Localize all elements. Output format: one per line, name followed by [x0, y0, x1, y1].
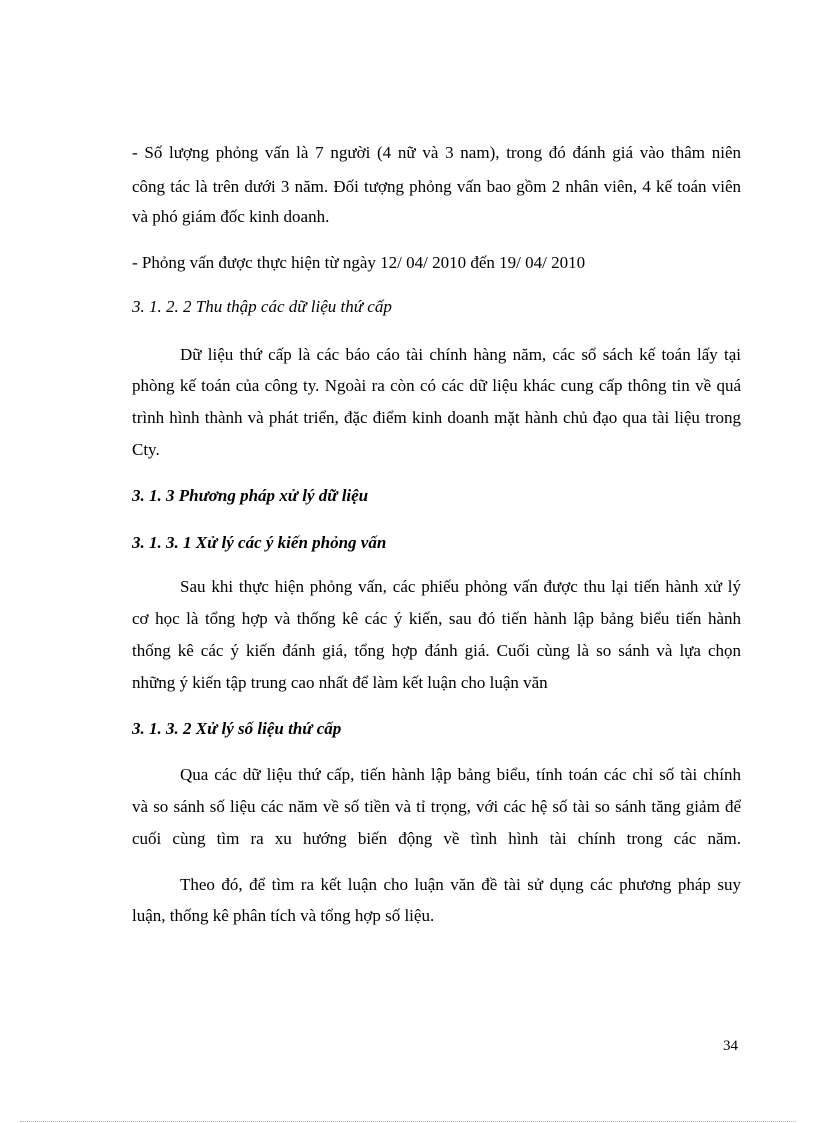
section-heading-3-1-3-2: 3. 1. 3. 2 Xử lý số liệu thứ cấp [132, 719, 342, 738]
interview-count-line-3: và phó giám đốc kinh doanh. [132, 207, 330, 226]
conclusion-paragraph-line-1: Theo đó, để tìm ra kết luận cho luận văn đề tài sử dụng các phương pháp suy [180, 875, 741, 894]
secondary-figures-paragraph-line-3: cuối cùng tìm ra xu hướng biến động về tình hình tài chính trong các năm. [132, 829, 741, 848]
secondary-data-paragraph-line-2: phòng kế toán của công ty. Ngoài ra còn có các dữ liệu khác cung cấp thông tin về quá [132, 376, 741, 395]
section-heading-3-1-3-1: 3. 1. 3. 1 Xử lý các ý kiến phỏng vấn [132, 533, 387, 552]
secondary-figures-paragraph-line-2: và so sánh số liệu các năm về số tiền và tỉ trọng, với các hệ số tài so sánh tăng giảm để [132, 797, 741, 816]
section-heading-3-1-3: 3. 1. 3 Phương pháp xử lý dữ liệu [132, 486, 369, 505]
section-heading-3-1-2-2: 3. 1. 2. 2 Thu thập các dữ liệu thứ cấp [132, 297, 392, 316]
interview-processing-paragraph-line-3: thống kê các ý kiến đánh giá, tổng hợp đánh giá. Cuối cùng là so sánh và lựa chọn [132, 641, 741, 660]
secondary-data-paragraph-line-4: Cty. [132, 440, 160, 459]
interview-date-line: - Phỏng vấn được thực hiện từ ngày 12/ 04/ 2010 đến 19/ 04/ 2010 [132, 253, 586, 272]
interview-count-line-1: - Số lượng phỏng vấn là 7 người (4 nữ và 3 nam), trong đó đánh giá vào thâm niên [132, 143, 741, 162]
secondary-data-paragraph-line-3: trình hình thành và phát triển, đặc điểm kinh doanh mặt hành chủ đạo qua tài liệu trong [132, 408, 741, 427]
secondary-data-paragraph-line-1: Dữ liệu thứ cấp là các báo cáo tài chính hàng năm, các sổ sách kế toán lấy tại [180, 345, 741, 364]
page-bottom-divider [20, 1121, 796, 1122]
conclusion-paragraph-line-2: luận, thống kê phân tích và tổng hợp số liệu. [132, 906, 435, 925]
page-number: 34 [723, 1038, 738, 1054]
interview-processing-paragraph-line-4: những ý kiến tập trung cao nhất để làm kết luận cho luận văn [132, 673, 548, 692]
interview-processing-paragraph-line-1: Sau khi thực hiện phỏng vấn, các phiếu phỏng vấn được thu lại tiến hành xử lý [180, 577, 741, 596]
interview-processing-paragraph-line-2: cơ học là tổng hợp và thống kê các ý kiến, sau đó tiến hành lập bảng biểu tiến hành [132, 609, 741, 628]
secondary-figures-paragraph-line-1: Qua các dữ liệu thứ cấp, tiến hành lập bảng biểu, tính toán các chỉ số tài chính [180, 765, 741, 784]
interview-count-line-2: công tác là trên dưới 3 năm. Đối tượng phỏng vấn bao gồm 2 nhân viên, 4 kế toán viên [132, 177, 741, 196]
